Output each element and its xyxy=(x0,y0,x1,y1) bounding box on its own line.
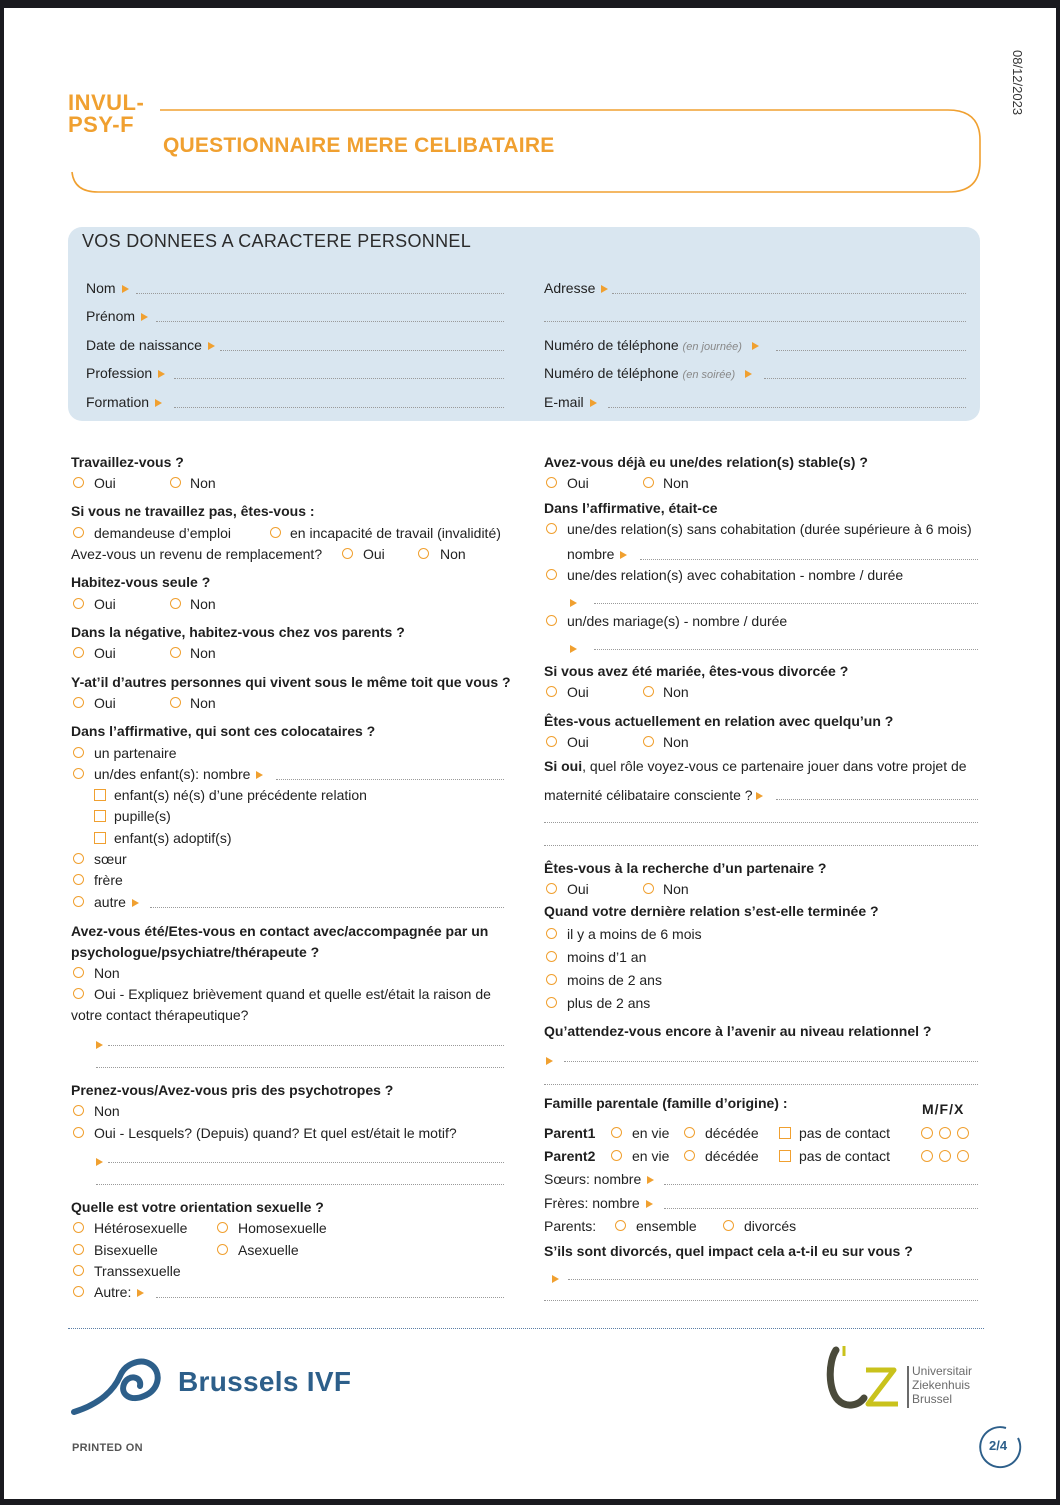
field-role-partenaire-3[interactable] xyxy=(544,845,978,846)
field-prenom[interactable] xyxy=(156,321,504,322)
field-role-partenaire-2[interactable] xyxy=(544,822,978,823)
label-sans-cohab: une/des relation(s) sans cohabitation (durée supérieure à 6 mois) xyxy=(567,521,972,537)
q-psy-2: psychologue/psychiatre/thérapeute ? xyxy=(71,944,320,960)
label-plus-2-ans: plus de 2 ans xyxy=(567,995,651,1011)
label-soeur: sœur xyxy=(94,851,127,867)
radio-parent2-m[interactable] xyxy=(921,1150,933,1162)
label-hetero: Hétérosexuelle xyxy=(94,1220,188,1236)
label-prenom: Prénom xyxy=(86,308,148,324)
label-asexuelle: Asexuelle xyxy=(238,1242,299,1258)
radio-divorcee-non[interactable] xyxy=(643,686,654,697)
checkbox-adoptifs[interactable] xyxy=(94,832,106,844)
label-email: E-mail xyxy=(544,394,597,410)
label-non: Non xyxy=(440,546,466,562)
label-oui: Oui xyxy=(567,734,589,750)
q-pas-travail: Si vous ne travaillez pas, êtes-vous : xyxy=(71,503,315,519)
q-derniere: Quand votre dernière relation s’est-elle terminée ? xyxy=(544,903,879,919)
label-parents: Parents: xyxy=(544,1218,597,1234)
label-non: Non xyxy=(190,695,216,711)
radio-parent1-f[interactable] xyxy=(939,1127,951,1139)
radio-autres-non[interactable] xyxy=(170,697,181,708)
field-role-partenaire[interactable] xyxy=(776,799,978,800)
label-mariages: un/des mariage(s) - nombre / durée xyxy=(567,613,788,629)
radio-travail-oui[interactable] xyxy=(73,477,84,488)
label-date-naissance: Date de naissance xyxy=(86,337,215,353)
field-adresse-2[interactable] xyxy=(544,321,966,322)
field-sans-cohab-nombre[interactable] xyxy=(640,559,978,560)
field-psychotropes-2[interactable] xyxy=(96,1184,504,1185)
radio-recherche-oui[interactable] xyxy=(546,883,557,894)
checkbox-parent1-pas-contact[interactable] xyxy=(779,1127,791,1139)
arrow-icon xyxy=(122,285,129,293)
radio-parent1-m[interactable] xyxy=(921,1127,933,1139)
uz-brussel-logo-icon xyxy=(824,1342,904,1410)
label-bi: Bisexuelle xyxy=(94,1242,158,1258)
label-partenaire: un partenaire xyxy=(94,745,177,761)
arrow-icon xyxy=(647,1176,654,1184)
radio-relation-oui[interactable] xyxy=(546,477,557,488)
field-avenir[interactable] xyxy=(564,1061,978,1062)
label-non: Non xyxy=(94,965,120,981)
arrow-icon xyxy=(552,1270,559,1288)
q-orientation: Quelle est votre orientation sexuelle ? xyxy=(71,1199,324,1215)
radio-seule-non[interactable] xyxy=(170,598,181,609)
form-title: QUESTIONNAIRE MERE CELIBATAIRE xyxy=(163,134,555,157)
radio-actuel-non[interactable] xyxy=(643,736,654,747)
q-affirm: Dans l’affirmative, était-ce xyxy=(544,500,718,516)
label-soeurs: Sœurs: nombre xyxy=(544,1171,654,1187)
q-autres: Y-at’il d’autres personnes qui vivent sous le même toit que vous ? xyxy=(71,674,511,690)
arrow-icon xyxy=(256,771,263,779)
q-relation: Avez-vous déjà eu une/des relation(s) stable(s) ? xyxy=(544,454,868,470)
label-revenu: Avez-vous un revenu de remplacement? xyxy=(71,546,323,562)
arrow-icon xyxy=(601,285,608,293)
label-decedee: décédée xyxy=(705,1125,759,1141)
brussels-ivf-logo-text: Brussels IVF xyxy=(178,1366,352,1397)
label-psy-oui: Oui - Expliquez brièvement quand et quelle est/était la raison de xyxy=(94,986,491,1002)
q-recherche: Êtes-vous à la recherche d’un partenaire ? xyxy=(544,860,827,876)
checkbox-enfants-prec[interactable] xyxy=(94,789,106,801)
label-tel-evening: Numéro de téléphone (en soirée) xyxy=(544,365,752,381)
label-nombre: nombre xyxy=(567,546,627,562)
label-demandeuse: demandeuse d’emploi xyxy=(94,525,231,541)
field-avec-cohab[interactable] xyxy=(594,603,978,604)
field-enfants-nombre[interactable] xyxy=(276,779,504,780)
radio-bi[interactable] xyxy=(73,1244,84,1255)
radio-moins-6-mois[interactable] xyxy=(546,928,557,939)
form-date: 08/12/2023 xyxy=(1010,50,1025,116)
radio-parent2-x[interactable] xyxy=(957,1150,969,1162)
field-avenir-2[interactable] xyxy=(544,1084,978,1085)
uz-logo-text: Universitair Ziekenhuis Brussel xyxy=(912,1364,973,1406)
radio-mariages[interactable] xyxy=(546,615,557,626)
radio-autre[interactable] xyxy=(73,896,84,907)
field-tel-day[interactable] xyxy=(776,350,966,351)
label-parent1: Parent1 xyxy=(544,1125,596,1141)
label-adoptifs: enfant(s) adoptif(s) xyxy=(114,830,232,846)
label-avec-cohab: une/des relation(s) avec cohabitation - nombre / durée xyxy=(567,567,904,583)
radio-plus-2-ans[interactable] xyxy=(546,997,557,1008)
label-enfants-prec: enfant(s) né(s) d’une précédente relation xyxy=(114,787,367,803)
radio-divorcee-oui[interactable] xyxy=(546,686,557,697)
label-oui: Oui xyxy=(94,596,116,612)
field-autre[interactable] xyxy=(150,907,504,908)
brussels-ivf-logo-icon xyxy=(70,1356,166,1418)
label-non: Non xyxy=(663,684,689,700)
uz-logo-divider xyxy=(907,1366,909,1408)
printed-on-label: PRINTED ON xyxy=(72,1442,143,1454)
label-non: Non xyxy=(94,1103,120,1119)
label-oui: Oui xyxy=(567,475,589,491)
label-profession: Profession xyxy=(86,365,165,381)
arrow-icon xyxy=(137,1289,144,1297)
label-moins-1-an: moins d’1 an xyxy=(567,949,647,965)
label-non: Non xyxy=(663,734,689,750)
q-psychotropes: Prenez-vous/Avez-vous pris des psychotropes ? xyxy=(71,1082,394,1098)
q-avenir: Qu’attendez-vous encore à l’avenir au niveau relationnel ? xyxy=(544,1023,932,1039)
label-orientation-autre: Autre: xyxy=(94,1284,144,1300)
radio-parent1-en-vie[interactable] xyxy=(611,1127,622,1138)
radio-psychotropes-non[interactable] xyxy=(73,1105,84,1116)
label-pas-contact: pas de contact xyxy=(799,1125,891,1141)
radio-hetero[interactable] xyxy=(73,1222,84,1233)
label-autre: autre xyxy=(94,894,139,910)
label-en-vie: en vie xyxy=(632,1125,670,1141)
radio-seule-oui[interactable] xyxy=(73,598,84,609)
radio-homo[interactable] xyxy=(217,1222,228,1233)
q-divorcee: Si vous avez été mariée, êtes-vous divorcée ? xyxy=(544,663,849,679)
q-seule: Habitez-vous seule ? xyxy=(71,574,211,590)
label-moins-6-mois: il y a moins de 6 mois xyxy=(567,926,702,942)
field-freres-nombre[interactable] xyxy=(664,1208,978,1209)
arrow-icon xyxy=(752,342,759,350)
form-code: INVUL- PSY-F xyxy=(68,90,145,137)
field-formation[interactable] xyxy=(174,407,504,408)
label-nom: Nom xyxy=(86,280,129,296)
radio-revenu-oui[interactable] xyxy=(342,548,353,559)
radio-parents-non[interactable] xyxy=(170,647,181,658)
field-psy-explain[interactable] xyxy=(108,1045,504,1046)
radio-recherche-non[interactable] xyxy=(643,883,654,894)
label-decedee: décédée xyxy=(705,1148,759,1164)
radio-parent1-decedee[interactable] xyxy=(684,1127,695,1138)
label-enfants: un/des enfant(s): nombre xyxy=(94,766,263,782)
q-parents: Dans la négative, habitez-vous chez vos parents ? xyxy=(71,624,405,640)
radio-incapacite[interactable] xyxy=(270,527,281,538)
radio-parents-divorces[interactable] xyxy=(723,1220,734,1231)
field-impact[interactable] xyxy=(568,1279,978,1280)
radio-partenaire[interactable] xyxy=(73,747,84,758)
q-impact: S’ils sont divorcés, quel impact cela a-t-il eu sur vous ? xyxy=(544,1243,913,1259)
radio-parents-ensemble[interactable] xyxy=(615,1220,626,1231)
arrow-icon xyxy=(158,370,165,378)
radio-enfants[interactable] xyxy=(73,768,84,779)
label-oui: Oui xyxy=(94,695,116,711)
arrow-icon xyxy=(546,1052,553,1070)
arrow-icon xyxy=(646,1200,653,1208)
radio-relation-non[interactable] xyxy=(643,477,654,488)
field-impact-2[interactable] xyxy=(544,1300,978,1301)
field-psychotropes[interactable] xyxy=(108,1162,504,1163)
radio-demandeuse[interactable] xyxy=(73,527,84,538)
arrow-icon xyxy=(96,1153,103,1171)
label-ensemble: ensemble xyxy=(636,1218,697,1234)
label-oui: Oui xyxy=(94,475,116,491)
radio-psy-oui[interactable] xyxy=(73,988,84,999)
radio-frere[interactable] xyxy=(73,874,84,885)
radio-asexuelle[interactable] xyxy=(217,1244,228,1255)
label-divorces: divorcés xyxy=(744,1218,797,1234)
field-nom[interactable] xyxy=(136,293,504,294)
radio-trans[interactable] xyxy=(73,1265,84,1276)
label-frere: frère xyxy=(94,872,123,888)
radio-psychotropes-oui[interactable] xyxy=(73,1127,84,1138)
field-profession[interactable] xyxy=(174,378,504,379)
field-date-naissance[interactable] xyxy=(220,350,504,351)
label-parent2: Parent2 xyxy=(544,1148,596,1164)
label-tel-day: Numéro de téléphone (en journée) xyxy=(544,337,759,353)
arrow-icon xyxy=(141,313,148,321)
label-si-oui: Si oui, quel rôle voyez-vous ce partenaire jouer dans votre projet de xyxy=(544,758,967,774)
label-famille: Famille parentale (famille d’origine) : xyxy=(544,1095,788,1111)
radio-parent2-f[interactable] xyxy=(939,1150,951,1162)
arrow-icon xyxy=(570,640,577,658)
label-oui: Oui xyxy=(94,645,116,661)
arrow-icon xyxy=(620,551,627,559)
label-non: Non xyxy=(663,475,689,491)
radio-avec-cohab[interactable] xyxy=(546,569,557,580)
label-non: Non xyxy=(190,645,216,661)
field-email[interactable] xyxy=(608,407,966,408)
checkbox-pupilles[interactable] xyxy=(94,810,106,822)
arrow-icon xyxy=(756,792,763,800)
radio-parent2-en-vie[interactable] xyxy=(611,1150,622,1161)
arrow-icon xyxy=(570,594,577,612)
personal-data-title: VOS DONNEES A CARACTERE PERSONNEL xyxy=(82,231,471,251)
label-psy-oui-2: votre contact thérapeutique? xyxy=(71,1007,249,1023)
field-adresse[interactable] xyxy=(612,293,966,294)
q-actuel: Êtes-vous actuellement en relation avec quelqu’un ? xyxy=(544,713,894,729)
label-oui: Oui xyxy=(567,881,589,897)
label-homo: Homosexuelle xyxy=(238,1220,327,1236)
field-soeurs-nombre[interactable] xyxy=(664,1184,978,1185)
label-non: Non xyxy=(663,881,689,897)
checkbox-parent2-pas-contact[interactable] xyxy=(779,1150,791,1162)
field-mariages[interactable] xyxy=(594,649,978,650)
label-incapacite: en incapacité de travail (invalidité) xyxy=(290,525,501,541)
label-oui: Oui xyxy=(567,684,589,700)
field-tel-evening[interactable] xyxy=(764,378,966,379)
label-mfx: M/F/X xyxy=(922,1101,965,1117)
radio-soeur[interactable] xyxy=(73,853,84,864)
q-psy: Avez-vous été/Etes-vous en contact avec/accompagnée par un xyxy=(71,923,489,939)
q-coloc: Dans l’affirmative, qui sont ces colocataires ? xyxy=(71,723,376,739)
label-si-oui-2: maternité célibataire consciente ? xyxy=(544,787,763,803)
radio-sans-cohab[interactable] xyxy=(546,523,557,534)
label-oui: Oui xyxy=(363,546,385,562)
radio-moins-2-ans[interactable] xyxy=(546,974,557,985)
radio-parents-oui[interactable] xyxy=(73,647,84,658)
radio-parent1-x[interactable] xyxy=(957,1127,969,1139)
arrow-icon xyxy=(590,399,597,407)
radio-psy-non[interactable] xyxy=(73,967,84,978)
label-psychotropes-oui: Oui - Lesquels? (Depuis) quand? Et quel est/était le motif? xyxy=(94,1125,457,1141)
arrow-icon xyxy=(132,899,139,907)
label-trans: Transsexuelle xyxy=(94,1263,181,1279)
arrow-icon xyxy=(155,399,162,407)
arrow-icon xyxy=(208,342,215,350)
radio-actuel-oui[interactable] xyxy=(546,736,557,747)
label-en-vie: en vie xyxy=(632,1148,670,1164)
arrow-icon xyxy=(96,1036,103,1054)
label-formation: Formation xyxy=(86,394,162,410)
radio-revenu-non[interactable] xyxy=(418,548,429,559)
label-freres: Frères: nombre xyxy=(544,1195,653,1211)
label-pupilles: pupille(s) xyxy=(114,808,171,824)
personal-data-box xyxy=(68,227,980,421)
label-non: Non xyxy=(190,475,216,491)
q-travail: Travaillez-vous ? xyxy=(71,454,184,470)
label-moins-2-ans: moins de 2 ans xyxy=(567,972,662,988)
radio-orientation-autre[interactable] xyxy=(73,1286,84,1297)
radio-parent2-decedee[interactable] xyxy=(684,1150,695,1161)
footer-divider xyxy=(68,1328,984,1329)
radio-moins-1-an[interactable] xyxy=(546,951,557,962)
field-orientation-autre[interactable] xyxy=(156,1297,504,1298)
radio-autres-oui[interactable] xyxy=(73,697,84,708)
field-psy-explain-2[interactable] xyxy=(96,1067,504,1068)
page-number: 2/4 xyxy=(989,1438,1008,1453)
label-pas-contact: pas de contact xyxy=(799,1148,891,1164)
arrow-icon xyxy=(745,370,752,378)
label-non: Non xyxy=(190,596,216,612)
label-adresse: Adresse xyxy=(544,280,608,296)
radio-travail-non[interactable] xyxy=(170,477,181,488)
